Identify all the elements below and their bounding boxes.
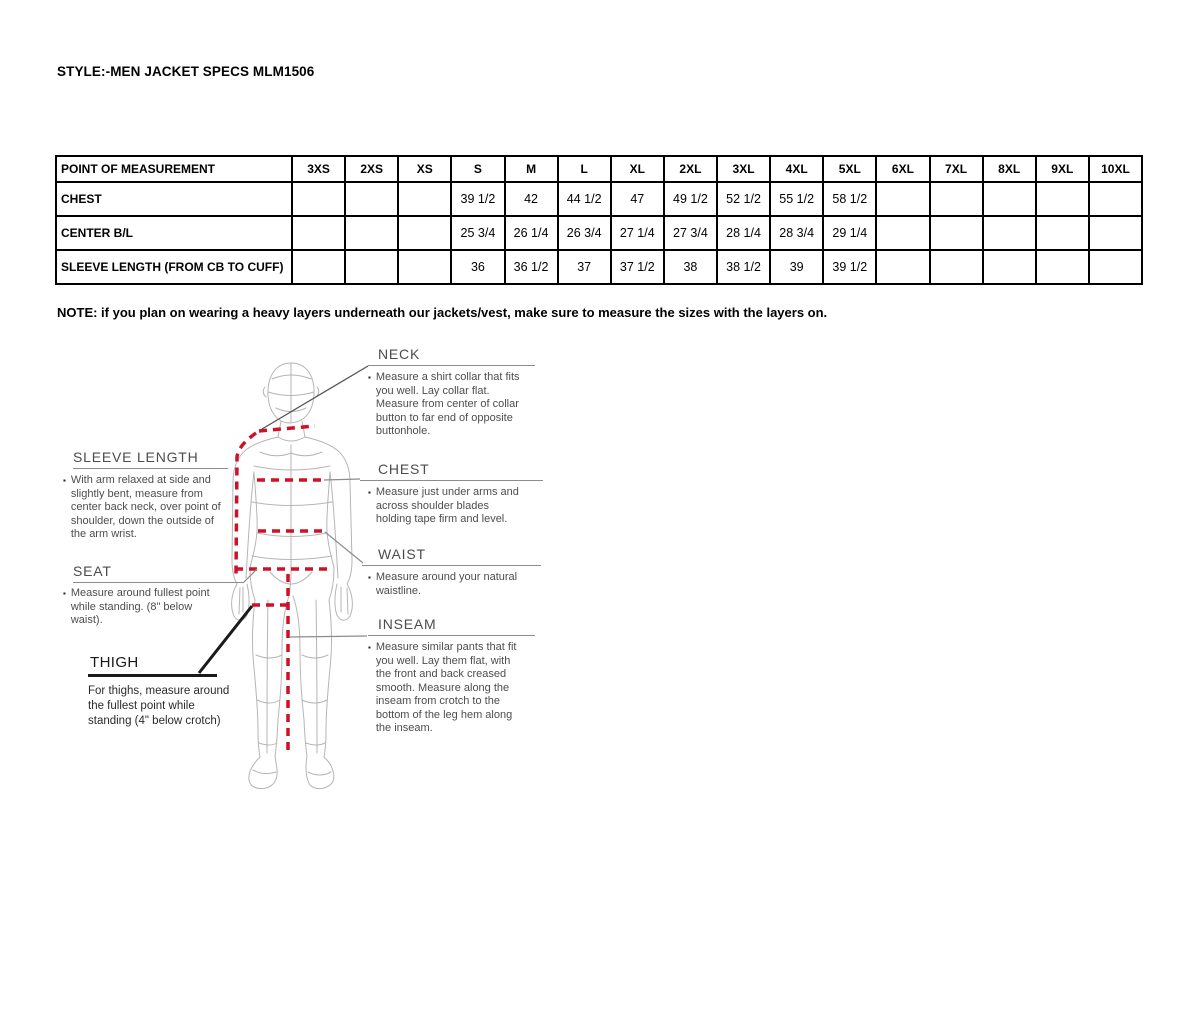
measurement-value-cell xyxy=(345,182,398,216)
column-header-size: XS xyxy=(398,156,451,182)
size-table xyxy=(55,155,1143,285)
measurement-value-cell: 36 1/2 xyxy=(505,250,558,284)
measurement-value-cell: 38 xyxy=(664,250,717,284)
measurement-value-cell: 29 1/4 xyxy=(823,216,876,250)
measurement-value-cell xyxy=(398,250,451,284)
measurement-value-cell xyxy=(930,216,983,250)
section-text-thigh: For thighs, measure around the fullest point while standing (4" below crotch) xyxy=(88,685,230,727)
measurement-value-cell xyxy=(292,182,345,216)
measurement-value-cell xyxy=(398,216,451,250)
section-label-waist: WAIST xyxy=(362,546,541,566)
measurement-value-cell: 44 1/2 xyxy=(558,182,611,216)
measurement-row-label: SLEEVE LENGTH (FROM CB TO CUFF) xyxy=(56,250,292,284)
page-title: STYLE:-MEN JACKET SPECS MLM1506 xyxy=(57,64,315,79)
section-text-inseam: ▪ Measure similar pants that fit you well. Lay them flat, with the front and back creased smooth. Measure along the inseam from crotch to the bottom of the leg hem along the inseam. xyxy=(368,641,517,734)
neck-leader-line xyxy=(262,366,368,429)
column-header-size: 2XS xyxy=(345,156,398,182)
size-table-header-row xyxy=(56,156,1142,182)
table-row xyxy=(56,250,1142,284)
section-label-thigh: THIGH xyxy=(88,654,217,677)
column-header-size: 4XL xyxy=(770,156,823,182)
measurement-value-cell xyxy=(1089,182,1142,216)
measurement-value-cell xyxy=(292,216,345,250)
measurement-value-cell xyxy=(345,250,398,284)
section-label-sleeve-length: SLEEVE LENGTH xyxy=(73,449,228,469)
measurement-value-cell: 39 1/2 xyxy=(823,250,876,284)
bullet-icon: ▪ xyxy=(368,373,371,382)
measurement-value-cell: 26 3/4 xyxy=(558,216,611,250)
measurement-value-cell: 37 xyxy=(558,250,611,284)
measurement-value-cell: 27 1/4 xyxy=(611,216,664,250)
measurement-row-label: CHEST xyxy=(56,182,292,216)
measurement-value-cell: 39 1/2 xyxy=(451,182,504,216)
measurement-value-cell: 36 xyxy=(451,250,504,284)
bullet-icon: ▪ xyxy=(368,643,371,652)
measurement-value-cell: 27 3/4 xyxy=(664,216,717,250)
measurement-value-cell xyxy=(1036,216,1089,250)
neck-measure-line xyxy=(259,426,315,431)
measurement-value-cell: 55 1/2 xyxy=(770,182,823,216)
table-row xyxy=(56,216,1142,250)
column-header-size: 7XL xyxy=(930,156,983,182)
measurement-value-cell: 26 1/4 xyxy=(505,216,558,250)
bullet-icon: ▪ xyxy=(63,589,66,598)
measurement-value-cell xyxy=(292,250,345,284)
inseam-leader-line xyxy=(290,636,367,637)
section-text-chest: ▪ Measure just under arms and across shoulder blades holding tape firm and level. xyxy=(368,486,519,525)
column-header-size: 5XL xyxy=(823,156,876,182)
section-label-chest: CHEST xyxy=(360,461,543,481)
bullet-icon: ▪ xyxy=(368,573,371,582)
measurement-value-cell xyxy=(345,216,398,250)
measurement-value-cell: 52 1/2 xyxy=(717,182,770,216)
section-text-sleeve-length: ▪ With arm relaxed at side and slightly bent, measure from center back neck, over point of shoulder, down the outside of the arm wrist. xyxy=(63,474,221,540)
column-header-size: S xyxy=(451,156,504,182)
column-header-size: 10XL xyxy=(1089,156,1142,182)
section-label-seat: SEAT xyxy=(73,563,243,583)
measurement-value-cell: 25 3/4 xyxy=(451,216,504,250)
column-header-size: 8XL xyxy=(983,156,1036,182)
bullet-icon: ▪ xyxy=(368,488,371,497)
section-text-waist: ▪ Measure around your natural waistline. xyxy=(368,571,518,597)
measurement-value-cell xyxy=(1036,182,1089,216)
measurement-value-cell: 39 xyxy=(770,250,823,284)
column-header-size: M xyxy=(505,156,558,182)
measurement-value-cell xyxy=(1089,216,1142,250)
bullet-icon: ▪ xyxy=(63,476,66,485)
measurement-value-cell xyxy=(983,250,1036,284)
measurement-value-cell: 37 1/2 xyxy=(611,250,664,284)
measurement-value-cell: 42 xyxy=(505,182,558,216)
measurement-value-cell: 28 3/4 xyxy=(770,216,823,250)
measurement-value-cell xyxy=(876,250,929,284)
waist-leader-line xyxy=(325,532,363,563)
measurement-value-cell xyxy=(876,182,929,216)
measurement-value-cell xyxy=(1089,250,1142,284)
measurement-row-label: CENTER B/L xyxy=(56,216,292,250)
column-header-point-of-measurement: POINT OF MEASUREMENT xyxy=(56,156,292,182)
column-header-size: XL xyxy=(611,156,664,182)
measurement-value-cell xyxy=(1036,250,1089,284)
section-label-neck: NECK xyxy=(368,346,535,366)
section-text-neck: ▪ Measure a shirt collar that fits you well. Lay collar flat. Measure from center of collar button to far end of opposite buttonhole. xyxy=(368,371,520,437)
measurement-value-cell: 58 1/2 xyxy=(823,182,876,216)
note-text: NOTE: if you plan on wearing a heavy layers underneath our jackets/vest, make sure to measure the sizes with the layers on. xyxy=(57,305,828,320)
column-header-size: 3XS xyxy=(292,156,345,182)
column-header-size: 2XL xyxy=(664,156,717,182)
measurement-value-cell xyxy=(983,182,1036,216)
table-row xyxy=(56,182,1142,216)
column-header-size: 9XL xyxy=(1036,156,1089,182)
column-header-size: 6XL xyxy=(876,156,929,182)
section-text-seat: ▪ Measure around fullest point while standing. (8" below waist). xyxy=(63,587,210,626)
measurement-value-cell xyxy=(930,182,983,216)
column-header-size: 3XL xyxy=(717,156,770,182)
measurement-value-cell xyxy=(930,250,983,284)
measurement-value-cell xyxy=(876,216,929,250)
measurement-value-cell xyxy=(983,216,1036,250)
measurement-value-cell: 49 1/2 xyxy=(664,182,717,216)
measurement-value-cell xyxy=(398,182,451,216)
measurement-value-cell: 38 1/2 xyxy=(717,250,770,284)
section-label-inseam: INSEAM xyxy=(368,616,535,636)
column-header-size: L xyxy=(558,156,611,182)
measurement-value-cell: 28 1/4 xyxy=(717,216,770,250)
measurement-value-cell: 47 xyxy=(611,182,664,216)
